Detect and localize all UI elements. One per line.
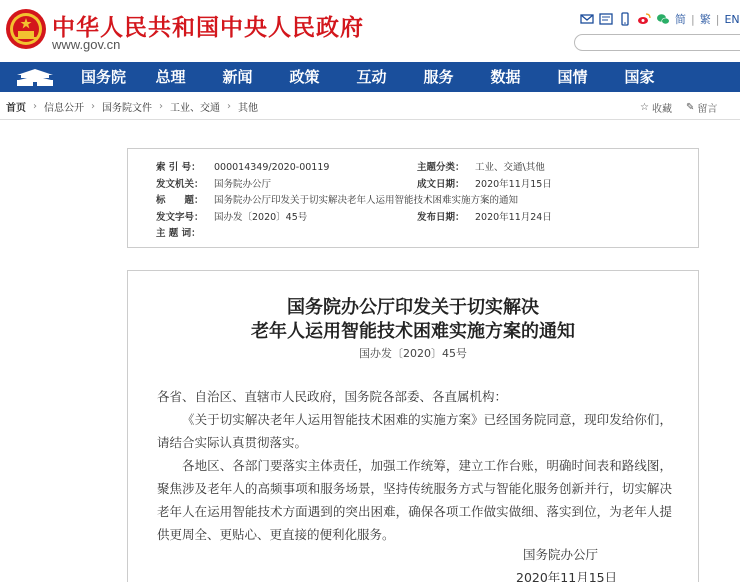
lang-english-link[interactable]: EN (724, 12, 740, 26)
separator: | (715, 12, 720, 26)
separator: | (691, 12, 695, 26)
lang-traditional-link[interactable]: 繁 (699, 13, 711, 26)
nav-item-country[interactable]: 国家 (624, 68, 655, 86)
page-actions (640, 100, 717, 115)
article-signer: 国务院办公厅 (523, 547, 599, 562)
site-name[interactable]: 中华人民共和国中央人民政府 (52, 15, 364, 41)
article-sign-date: 2020年11月15日 (516, 570, 618, 582)
keywords-label: 主 题 词： (156, 228, 201, 239)
category-label: 主题分类： (417, 162, 465, 173)
site-header (0, 0, 740, 62)
breadcrumb-other[interactable]: 其他 (238, 103, 258, 114)
published-date-label: 发布日期： (417, 211, 465, 223)
info-row (128, 226, 698, 243)
breadcrumb (0, 94, 740, 120)
article-paragraph: 《关于切实解决老年人运用智能技术困难的实施方案》已经国务院同意，现印发给你们，请结合实际认真贯彻落实。 (157, 412, 672, 450)
breadcrumb-industry-transport[interactable]: 工业、交通 (170, 103, 220, 114)
chevron-right-icon: › (227, 101, 231, 112)
breadcrumb-home[interactable]: 首页 (6, 103, 26, 114)
category-value[interactable]: 工业、交通\其他 (475, 162, 545, 173)
weibo-icon[interactable] (637, 12, 651, 26)
collect-button[interactable] (640, 100, 672, 115)
nav-item-data[interactable]: 数据 (490, 68, 521, 86)
nav-item-national-info[interactable]: 国情 (557, 68, 588, 86)
created-date-value: 2020年11月15日 (475, 178, 552, 190)
tiananmen-logo-icon[interactable] (0, 62, 70, 92)
info-row (128, 177, 698, 194)
star-icon: ☆ (640, 102, 649, 113)
mobile-icon[interactable] (618, 12, 632, 26)
nav-item-news[interactable]: 新闻 (222, 68, 253, 86)
nav-item-policy[interactable]: 政策 (289, 68, 320, 86)
site-url[interactable]: www.gov.cn (52, 37, 121, 52)
article-paragraph: 各地区、各部门要落实主体责任，加强工作统筹，建立工作台账，明确时间表和路线图，聚焦涉及老年人的高频事项和服务场景，坚持传统服务方式与智能化服务创新并行，切实解决老年人在运用智能技术方面遇到的突出困难，确保各项工作做实做细、落实到位，为老年人提供更周全、更贴心、更直接的便利化服务。 (157, 458, 672, 542)
info-row (128, 210, 698, 227)
comment-label: 留言 (697, 104, 718, 115)
info-row (128, 193, 698, 210)
comment-icon: ✎ (685, 102, 695, 113)
article-title-line1: 国务院办公厅印发关于切实解决 (287, 297, 539, 318)
published-date-value: 2020年11月24日 (475, 211, 552, 223)
article-paragraph: 各省、自治区、直辖市人民政府，国务院各部委、各直属机构： (157, 389, 508, 404)
index-value: 000014349/2020-00119 (214, 162, 330, 173)
created-date-label: 成文日期： (417, 178, 465, 190)
comment-button[interactable] (686, 100, 717, 115)
message-icon[interactable] (599, 12, 613, 26)
nav-item-interaction[interactable]: 互动 (356, 68, 387, 86)
document-info-table (127, 148, 699, 248)
nav-item-state-council[interactable]: 国务院 (80, 68, 126, 86)
collect-label: 收藏 (651, 104, 672, 115)
nav-item-premier[interactable]: 总理 (155, 68, 186, 86)
breadcrumb-info-disclosure[interactable]: 信息公开 (44, 103, 84, 114)
title-label: 标 题： (156, 195, 204, 206)
lang-simplified-link[interactable]: 简 (675, 13, 686, 26)
issuer-label: 发文机关： (156, 178, 204, 190)
doc-number-label: 发文字号： (156, 211, 204, 223)
nav-item-service[interactable]: 服务 (423, 68, 454, 86)
issuer-value: 国务院办公厅 (214, 178, 272, 190)
top-tools (580, 10, 740, 28)
chevron-right-icon: › (33, 101, 37, 112)
search-input[interactable] (574, 34, 740, 51)
breadcrumb-state-council-docs[interactable]: 国务院文件 (102, 103, 152, 114)
doc-number-value: 国办发〔2020〕45号 (214, 211, 308, 223)
index-label: 索 引 号： (156, 162, 201, 173)
mail-icon[interactable] (580, 12, 594, 26)
wechat-icon[interactable] (656, 12, 670, 26)
national-emblem-icon[interactable] (4, 6, 48, 52)
article-body (127, 270, 699, 582)
chevron-right-icon: › (159, 101, 163, 112)
article-doc-number: 国办发〔2020〕45号 (359, 347, 467, 360)
chevron-right-icon: › (91, 101, 95, 112)
main-nav (0, 62, 740, 92)
info-row (128, 160, 698, 177)
title-value: 国务院办公厅印发关于切实解决老年人运用智能技术困难实施方案的通知 (214, 195, 519, 206)
article-title-line2: 老年人运用智能技术困难实施方案的通知 (251, 321, 575, 342)
